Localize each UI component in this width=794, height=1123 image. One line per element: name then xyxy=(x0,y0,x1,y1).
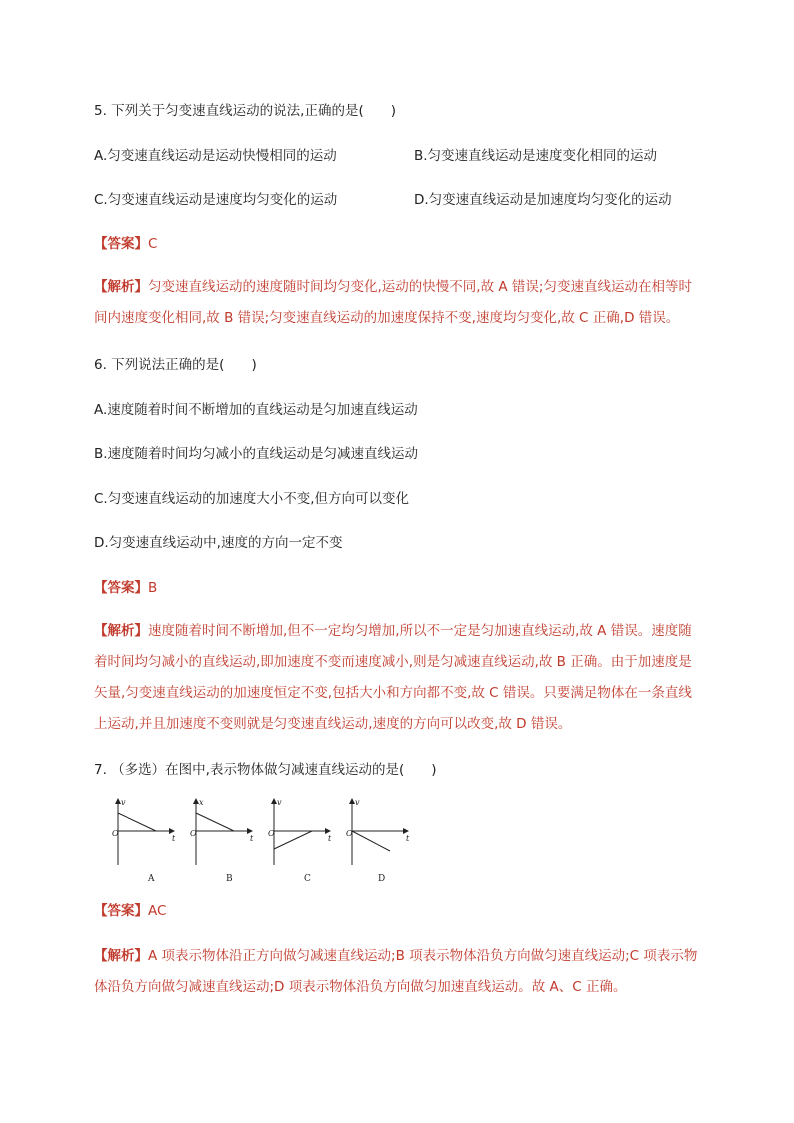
q5-option-c: C.匀变速直线运动是速度均匀变化的运动 xyxy=(94,192,338,208)
q7-graphs xyxy=(104,795,424,890)
analysis-text: A 项表示物体沿正方向做匀减速直线运动;B 项表示物体沿负方向做匀速直线运动;C 项表示物体沿负方向做匀减速直线运动;D 项表示物体沿负方向做匀加速直线运动。故 A、C 正确。 xyxy=(94,948,698,995)
analysis-tag: 【解析】 xyxy=(94,948,148,964)
graph-b-x-label: t xyxy=(250,834,254,843)
analysis-text: 匀变速直线运动的速度随时间均匀变化,运动的快慢不同,故 A 错误;匀变速直线运动在相等时间内速度变化相同,故 B 错误;匀变速直线运动的加速度保持不变,速度均匀变化,故 C 正确,D 错误。 xyxy=(94,279,692,326)
answer-value: AC xyxy=(148,903,167,919)
answer-value: B xyxy=(148,580,158,596)
graph-c-line xyxy=(274,831,312,849)
graph-c xyxy=(268,798,332,884)
q5-analysis xyxy=(94,272,702,334)
answer-tag: 【答案】 xyxy=(94,903,148,919)
q7-answer xyxy=(94,901,166,921)
graph-a-origin: O xyxy=(112,829,119,838)
q6-answer xyxy=(94,578,157,598)
graph-d-y-label: v xyxy=(355,798,360,807)
graph-b-origin: O xyxy=(190,829,197,838)
analysis-tag: 【解析】 xyxy=(94,623,148,639)
q5-option-b: B.匀变速直线运动是速度变化相同的运动 xyxy=(414,148,658,164)
answer-tag: 【答案】 xyxy=(94,236,148,252)
q6-option-b: B.速度随着时间均匀减小的直线运动是匀减速直线运动 xyxy=(94,446,419,462)
graph-d-x-label: t xyxy=(406,834,410,843)
graph-c-x-label: t xyxy=(328,834,332,843)
q6-option-c: C.匀变速直线运动的加速度大小不变,但方向可以变化 xyxy=(94,491,410,507)
q6-option-d: D.匀变速直线运动中,速度的方向一定不变 xyxy=(94,535,343,551)
graph-b-label: B xyxy=(226,874,233,884)
graph-a-y-label: v xyxy=(121,798,126,807)
analysis-text: 速度随着时间不断增加,但不一定均匀增加,所以不一定是匀加速直线运动,故 A 错误。速度随着时间均匀减小的直线运动,即加速度不变而速度减小,则是匀减速直线运动,故 B 正确。由于加速度是矢量,匀变速直线运动的加速度恒定不变,包括大小和方向都不变,故 C 错误。只要满足物体在一条直线上运动,并且加速度不变则就是匀变速直线运动,速度的方向可以改变,故 D 错误。 xyxy=(94,623,692,732)
q6-option-a: A.速度随着时间不断增加的直线运动是匀加速直线运动 xyxy=(94,402,418,418)
graph-a-label: A xyxy=(148,874,155,884)
graph-d-label: D xyxy=(378,874,386,884)
graphs-figure xyxy=(104,795,424,890)
q5-stem: 5. 下列关于匀变速直线运动的说法,正确的是( ) xyxy=(94,103,396,119)
q7-stem: 7. （多选）在图中,表示物体做匀减速直线运动的是( ) xyxy=(94,762,437,778)
q5-option-d: D.匀变速直线运动是加速度均匀变化的运动 xyxy=(414,192,672,208)
graph-a-line xyxy=(118,813,156,831)
graph-c-origin: O xyxy=(268,829,275,838)
q5-option-a: A.匀变速直线运动是运动快慢相同的运动 xyxy=(94,148,337,164)
graph-d-line xyxy=(352,831,390,851)
graph-b-y-label: x xyxy=(199,798,204,807)
answer-tag: 【答案】 xyxy=(94,580,148,596)
graph-d-origin: O xyxy=(346,829,353,838)
q6-analysis xyxy=(94,616,702,740)
graph-b xyxy=(190,798,254,884)
graph-a xyxy=(112,798,176,884)
q5-answer xyxy=(94,234,157,254)
graph-d xyxy=(346,798,410,884)
graph-a-x-label: t xyxy=(172,834,176,843)
q7-analysis xyxy=(94,941,702,1003)
graph-c-y-label: v xyxy=(277,798,282,807)
graph-b-line xyxy=(196,813,234,831)
answer-value: C xyxy=(148,236,158,252)
q6-stem: 6. 下列说法正确的是( ) xyxy=(94,357,257,373)
graph-c-label: C xyxy=(304,874,311,884)
analysis-tag: 【解析】 xyxy=(94,279,148,295)
